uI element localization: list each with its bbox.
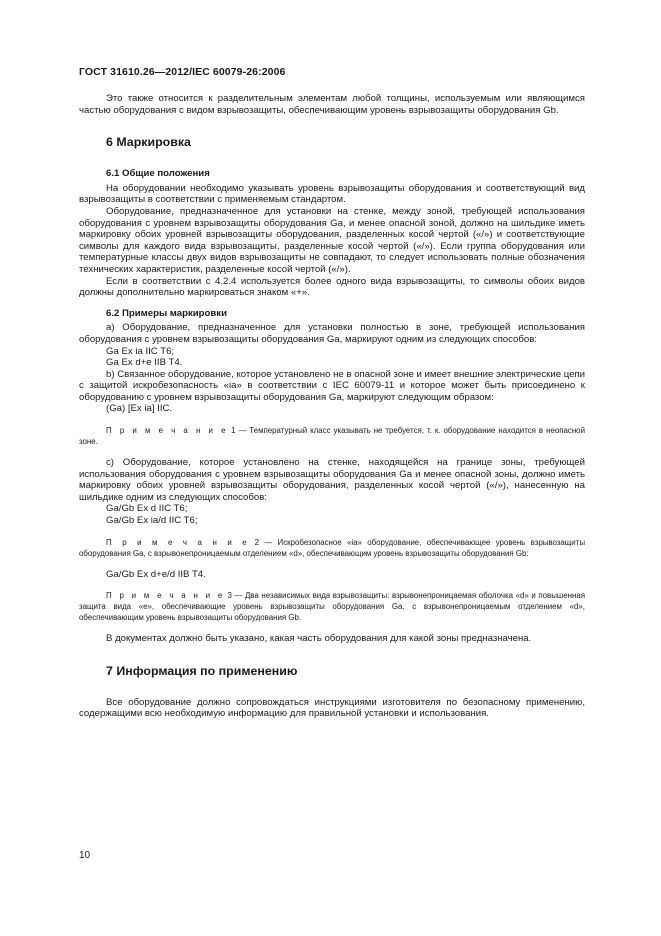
- list-item-b: b) Связанное оборудование, которое установлено не в опасной зоне и имеет внешние электрические цепи с защитой искробезопасность «ia» в соответствии с IEC 60079-11 и которое может быть присоединено к оборудованию с уровнем взрывозащиты оборудования Ga, маркируют следующим образом:: [79, 368, 585, 403]
- note-2: [79, 537, 585, 559]
- note-label: П р и м е ч а н и е: [106, 426, 229, 436]
- paragraph: Если в соответствии с 4.2.4 используется более одного вида взрывозащиты, то символы обоих видов должны дополнительно маркироваться знаком «+».: [79, 275, 585, 299]
- intro-paragraph: Это также относится к разделительным элементам любой толщины, используемым или являющимся частью оборудования с видом взрывозащиты, обеспечивающим уровень взрывозащиты оборудования Gb.: [79, 93, 585, 116]
- marking-code: Ga/Gb Ex d IIC T6;: [106, 503, 188, 515]
- paragraph: В документах должно быть указано, какая часть оборудования для какой зоны предназначена.: [106, 633, 532, 645]
- page-number: 10: [79, 850, 91, 861]
- note-text: 3 — Два независимых вида взрывозащиты: взрывонепроницаемая оболочка «d» и повышенная защита вида «е», обеспечивающие уровень взрывозащиты оборудования Ga, с взрывонепроницаемым отделением «d», обеспечивающим уровень взрывозащиты оборудования Gb.: [79, 591, 585, 623]
- note-1: [79, 425, 585, 447]
- paragraph: На оборудовании необходимо указывать уровень взрывозащиты оборудования и соответствующий вид взрывозащиты в соответствии с применяемым стандартом.: [79, 182, 585, 206]
- marking-code: Ga/Gb Ex ia/d IIC T6;: [106, 515, 198, 527]
- marking-code: (Ga) [Ex ia] IIC.: [106, 403, 173, 415]
- note-text: 1 — Температурный класс указывать не требуется, т. к. оборудование находится в неопасной зоне.: [79, 426, 585, 447]
- section-7-title: 7 Информация по применению: [106, 663, 298, 678]
- note-label: П р и м е ч а н и е: [106, 591, 225, 601]
- subsection-6-1-title: 6.1 Общие положения: [106, 168, 210, 180]
- note-label: П р и м е ч а н и е: [106, 537, 250, 547]
- list-item-a: а) Оборудование, предназначенное для установки полностью в зоне, требующей использования оборудования с уровнем взрывозащиты оборудования Ga, маркируют одним из следующих способов:: [79, 322, 585, 345]
- paragraph: Все оборудование должно сопровождаться инструкциями изготовителя по безопасному применению, содержащими всю необходимую информацию для правильной установки и использования.: [79, 696, 585, 720]
- list-item-c: c) Оборудование, которое установлено на стенке, находящейся на границе зоны, требующей использования оборудования с уровнем взрывозащиты оборудования Ga и менее опасной зоны, должно иметь маркировку обоих уровней взрывозащиты оборудования, разделенных косой чертой («/»), нанесенную на шильдике одним из следующих способов:: [79, 457, 585, 503]
- paragraph: Оборудование, предназначенное для установки на стенке, между зоной, требующей использования оборудования с уровнем взрывозащиты оборудования Ga, и менее опасной зоной, должно на шильдике иметь маркировку обоих уровней взрывозащиты оборудования, разделенных косой чертой («/») и соответствующие символы для каждого вида взрывозащиты, разделенные косой чертой («/»). Если группа оборудования или температурные классы двух видов взрывозащиты не совпадают, то следует использовать полные обозначения технических характеристик, разделенные косой чертой («/»).: [79, 205, 585, 275]
- document-body: [79, 93, 585, 720]
- note-text: 2 — Искробезопасное «ia» оборудование, обеспечивающее уровень взрывозащиты оборудования Ga, с взрывонепроницаемым отделением «d», обеспечивающим уровень взрывозащиты оборудования Gb:: [79, 537, 585, 558]
- document-header: ГОСТ 31610.26—2012/IEC 60079-26:2006: [79, 66, 286, 78]
- marking-code: Ga/Gb Ex d+e/d IIB T4.: [106, 568, 206, 580]
- marking-code: Ga Ex ia IIC T6;: [106, 345, 175, 357]
- subsection-6-2-title: 6.2 Примеры маркировки: [106, 307, 227, 319]
- note-3: [79, 590, 585, 623]
- marking-code: Ga Ex d+e IIB T4.: [106, 357, 183, 369]
- section-6-title: 6 Маркировка: [106, 135, 191, 150]
